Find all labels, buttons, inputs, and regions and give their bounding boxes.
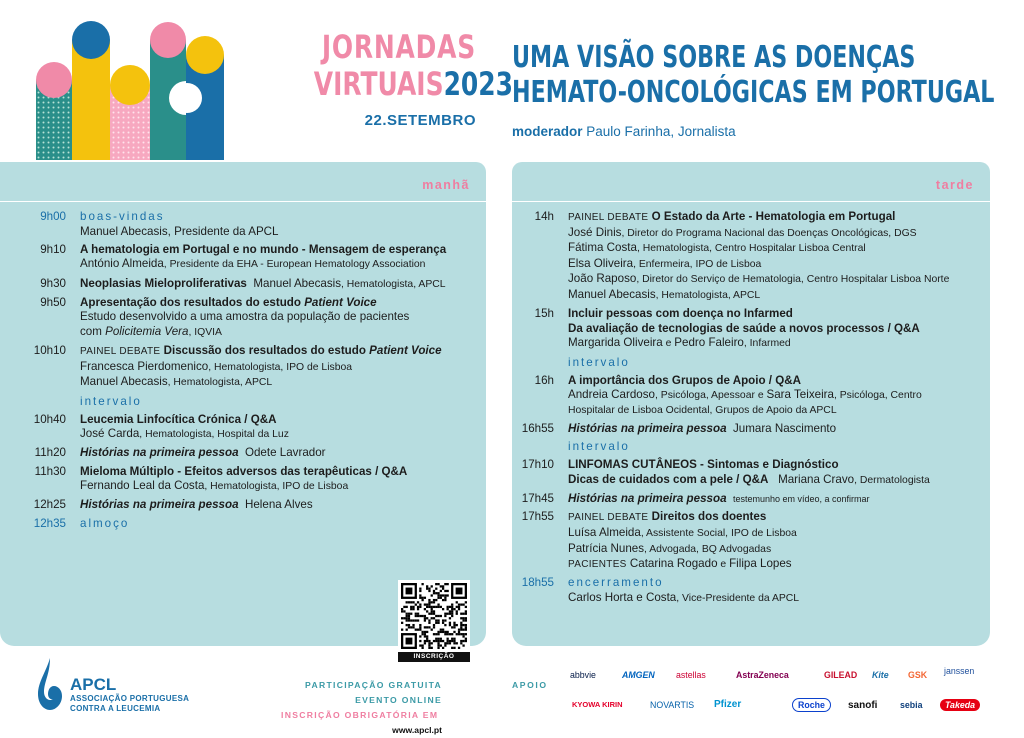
support-label: APOIO — [512, 680, 548, 690]
afternoon-schedule — [512, 210, 990, 610]
schedule-item — [0, 465, 486, 495]
item-title: encerramento — [568, 576, 664, 590]
speaker-role: , Vice-Presidente da APCL — [676, 593, 800, 604]
speaker-name: Andreia Cardoso — [568, 388, 656, 402]
sponsor-logos — [566, 662, 996, 722]
morning-panel-header — [0, 162, 486, 202]
speaker-role: , Infarmed — [743, 338, 791, 350]
schedule-item — [512, 210, 990, 304]
speaker-role: , Hematologista, APCL — [341, 278, 446, 290]
item-time: 11h20 — [34, 446, 66, 460]
afternoon-panel-header — [512, 162, 990, 202]
speaker-role: , Hematologista, Hospital da Luz — [139, 429, 289, 441]
schedule-item — [512, 307, 990, 352]
morning-label: manhã — [422, 178, 470, 192]
interval-row — [512, 440, 990, 455]
speaker-role: , Hematologista, IPO de Lisboa — [204, 481, 349, 493]
speaker-name: Luísa Almeida — [568, 526, 641, 540]
item-title: Apresentação dos resultados do estudo — [80, 295, 305, 309]
sponsor-logo-novartis: NOVARTIS — [650, 700, 695, 710]
speaker-role: , Hematologista, Centro Hospitalar Lisboa Central — [636, 243, 866, 255]
item-time: 17h45 — [521, 492, 554, 506]
item-prefix: PAINEL DEBATE — [568, 212, 649, 223]
org-name: APCL — [70, 675, 117, 694]
item-time: 17h55 — [521, 510, 554, 524]
registration-qr-code[interactable] — [398, 580, 470, 652]
sponsor-logo-gilead: GILEAD — [824, 670, 858, 680]
item-time: 10h40 — [33, 412, 66, 426]
speaker-name: Mariana Cravo — [778, 473, 855, 487]
speaker-name: Manuel Abecasis — [568, 287, 656, 301]
apcl-logo-icon — [36, 656, 64, 712]
event-name-line1: JORNADAS — [321, 28, 476, 66]
moderator-name: Paulo Farinha, Jornalista — [586, 124, 736, 139]
speaker-name: Fernando Leal da Costa — [80, 479, 205, 493]
item-time: 9h50 — [40, 295, 66, 309]
item-time: 10h10 — [33, 344, 66, 358]
speaker-role: , Advogada, BQ Advogadas — [644, 543, 772, 555]
speaker-name: Fátima Costa — [568, 241, 637, 255]
item-time: 9h30 — [40, 276, 66, 290]
sponsor-logo-sebia: sebia — [900, 700, 923, 710]
item-prefix: PAINEL DEBATE — [80, 346, 161, 358]
speaker-name: Odete Lavrador — [244, 446, 326, 460]
sponsor-logo-sanofi: sanofi — [848, 700, 878, 711]
speaker-name: José Dinis — [568, 225, 622, 239]
item-time: 14h — [534, 210, 554, 223]
item-time: 15h — [534, 307, 554, 321]
moderator — [512, 124, 1012, 139]
speaker-name: Pedro Faleiro — [674, 336, 744, 350]
morning-panel — [0, 162, 486, 646]
speaker-role: , Hematologista, IPO de Lisboa — [208, 361, 353, 373]
event-logo-art — [36, 10, 246, 160]
schedule-item — [0, 446, 486, 461]
item-title: Discussão dos resultados do estudo — [163, 344, 370, 358]
schedule-item — [0, 498, 486, 513]
sponsor-logo-kite: Kite — [872, 670, 889, 680]
item-title: Incluir pessoas com doença no Infarmed — [568, 307, 793, 321]
schedule-item — [0, 296, 486, 341]
item-description-a: com — [80, 324, 106, 338]
qr-label: INSCRIÇÃO — [398, 652, 470, 662]
item-title-italic: Patient Voice — [304, 295, 377, 309]
item-title: Neoplasias Mieloproliferativas — [80, 276, 247, 290]
speaker-name: Catarina Rogado — [629, 557, 718, 571]
item-time: 18h55 — [521, 576, 554, 590]
org-subtitle-line2: CONTRA A LEUCEMIA — [70, 703, 161, 713]
speaker-role: , Diretor do Programa Nacional das Doenças Oncológicas, DGS — [621, 227, 917, 239]
speaker-role: , Diretor do Serviço de Hematologia, Centro Hospitalar Lisboa Norte — [636, 274, 950, 286]
patients-prefix: PACIENTES — [568, 559, 627, 571]
item-title: O Estado da Arte - Hematologia em Portugal — [651, 210, 896, 223]
sponsor-logo-pfizer: Pfizer — [714, 699, 742, 710]
item-title-italic: Patient Voice — [369, 344, 442, 358]
speaker-name: Patrícia Nunes — [568, 541, 645, 555]
speaker-name: José Carda — [80, 427, 140, 441]
speaker-name: João Raposo — [568, 272, 637, 286]
event-name-line2 — [313, 64, 514, 104]
interval-row — [512, 356, 990, 371]
item-subtitle: Dicas de cuidados com a pele / Q&A — [568, 473, 769, 487]
sponsor-logo-astrazeneca: AstraZeneca — [736, 670, 789, 680]
item-time: 16h55 — [521, 422, 554, 436]
event-year: 2023 — [443, 65, 514, 103]
schedule-item — [512, 458, 990, 488]
morning-schedule — [0, 210, 486, 535]
sponsor-logo-roche: Roche — [792, 698, 831, 712]
item-title: A hematologia em Portugal e no mundo - Mensagem de esperança — [80, 242, 447, 256]
registration-line: INSCRIÇÃO OBRIGATÓRIA EM — [281, 710, 439, 720]
item-time: 9h10 — [40, 242, 66, 256]
schedule-item — [512, 422, 990, 437]
event-title-line2: HEMATO-ONCOLÓGICAS EM PORTUGAL — [512, 75, 995, 110]
speaker-name: Manuel Abecasis — [253, 276, 341, 290]
schedule-item — [0, 413, 486, 443]
item-time: 12h35 — [33, 516, 66, 530]
item-title-italic: Histórias na primeira pessoa — [80, 498, 239, 512]
sponsor-logo-kyowa-kirin: KYOWA KIRIN — [572, 700, 623, 709]
moderator-label: moderador — [512, 124, 583, 139]
speaker-role: , Hematologista, APCL — [655, 289, 761, 301]
event-date: 22.SETEMBRO — [364, 112, 476, 129]
speaker-role: , Dermatologista — [854, 475, 930, 487]
org-subtitle-line1: ASSOCIAÇÃO PORTUGUESA — [70, 694, 190, 703]
speaker-role: , Psicóloga, Apessoar e — [655, 390, 767, 402]
item-title-italic: Histórias na primeira pessoa — [80, 446, 239, 460]
speaker-join: e — [717, 559, 730, 571]
speaker-role: , Enfermeira, IPO de Lisboa — [633, 258, 762, 270]
afternoon-panel — [512, 162, 990, 646]
sponsor-logo-amgen: AMGEN — [622, 670, 655, 680]
speaker-role: , Assistente Social, IPO de Lisboa — [640, 528, 797, 540]
schedule-item — [512, 374, 990, 419]
item-title: Mieloma Múltiplo - Efeitos adversos das terapêuticas / Q&A — [80, 464, 408, 478]
schedule-item — [0, 210, 486, 239]
registration-link[interactable]: www.apcl.pt — [392, 725, 442, 735]
schedule-item — [0, 517, 486, 532]
item-speaker: Manuel Abecasis, Presidente da APCL — [80, 224, 279, 238]
interval-label: intervalo — [80, 394, 142, 408]
speaker-name: António Almeida — [80, 257, 164, 271]
item-description: Estudo desenvolvido a uma amostra da população de pacientes — [80, 310, 410, 324]
speaker-name: Jumara Nascimento — [732, 422, 837, 436]
speaker-name: Francesca Pierdomenico — [80, 359, 209, 373]
item-title: Leucemia Linfocítica Crónica / Q&A — [80, 412, 277, 426]
speaker-role: Hospitalar de Lisboa Ocidental, Grupos de Apoio da APCL — [568, 404, 837, 416]
afternoon-label: tarde — [935, 178, 974, 192]
item-title: Direitos dos doentes — [651, 510, 767, 524]
item-description-b: , IQVIA — [188, 326, 222, 338]
event-title-block — [512, 40, 1012, 139]
speaker-name: Helena Alves — [244, 498, 313, 512]
speaker-name: Margarida Oliveira — [568, 336, 663, 350]
item-title: boas-vindas — [80, 210, 165, 223]
item-time: 9h00 — [40, 210, 66, 223]
item-title: almoço — [80, 516, 130, 530]
schedule-item — [512, 576, 990, 606]
participation-line: PARTICIPAÇÃO GRATUITA EVENTO ONLINE — [305, 680, 442, 705]
item-title: A importância dos Grupos de Apoio / Q&A — [568, 373, 801, 387]
sponsor-logo-gsk: GSK — [908, 670, 928, 680]
item-prefix: PAINEL DEBATE — [568, 512, 649, 524]
schedule-item — [0, 344, 486, 391]
item-time: 12h25 — [33, 498, 66, 512]
speaker-name: Filipa Lopes — [729, 557, 792, 571]
sponsor-logo-takeda: Takeda — [940, 699, 980, 711]
schedule-item — [0, 243, 486, 273]
speaker-role: , Psicóloga, Centro — [833, 390, 922, 402]
speaker-name: Manuel Abecasis — [80, 375, 168, 389]
speaker-role: , Hematologista, APCL — [167, 377, 273, 389]
interval-label: intervalo — [568, 440, 630, 454]
item-time: 17h10 — [521, 458, 554, 472]
item-time: 11h30 — [34, 464, 66, 478]
event-title-line1: UMA VISÃO SOBRE AS DOENÇAS — [512, 40, 916, 75]
item-note: testemunho em vídeo, a confirmar — [732, 494, 870, 505]
speaker-join: e — [662, 338, 675, 350]
event-name-word: VIRTUAIS — [313, 65, 444, 103]
sponsor-logo-abbvie: abbvie — [570, 670, 596, 680]
interval-row — [0, 395, 486, 410]
speaker-name: Carlos Horta e Costa — [568, 591, 677, 604]
item-title-italic: Histórias na primeira pessoa — [568, 492, 727, 506]
sponsor-logo-astellas: astellas — [676, 670, 706, 680]
item-description-italic: Policitemia Vera — [105, 324, 189, 338]
participation-info — [262, 678, 442, 738]
item-title-italic: Histórias na primeira pessoa — [568, 422, 727, 436]
speaker-name: Elsa Oliveira — [568, 256, 634, 270]
speaker-name: Sara Teixeira — [766, 388, 834, 402]
schedule-item — [512, 510, 990, 572]
speaker-role: , Presidente da EHA - European Hematology Association — [163, 259, 426, 271]
schedule-item — [512, 492, 990, 507]
interval-label: intervalo — [568, 355, 630, 369]
event-brand — [268, 28, 514, 129]
sponsor-logo-janssen: janssen — [944, 666, 975, 676]
item-time: 16h — [534, 373, 554, 387]
item-subtitle: Da avaliação de tecnologias de saúde a novos processos / Q&A — [568, 321, 920, 335]
item-title: LINFOMAS CUTÂNEOS - Sintomas e Diagnóstico — [568, 458, 839, 472]
apcl-logo — [70, 676, 189, 713]
schedule-item — [0, 277, 486, 293]
